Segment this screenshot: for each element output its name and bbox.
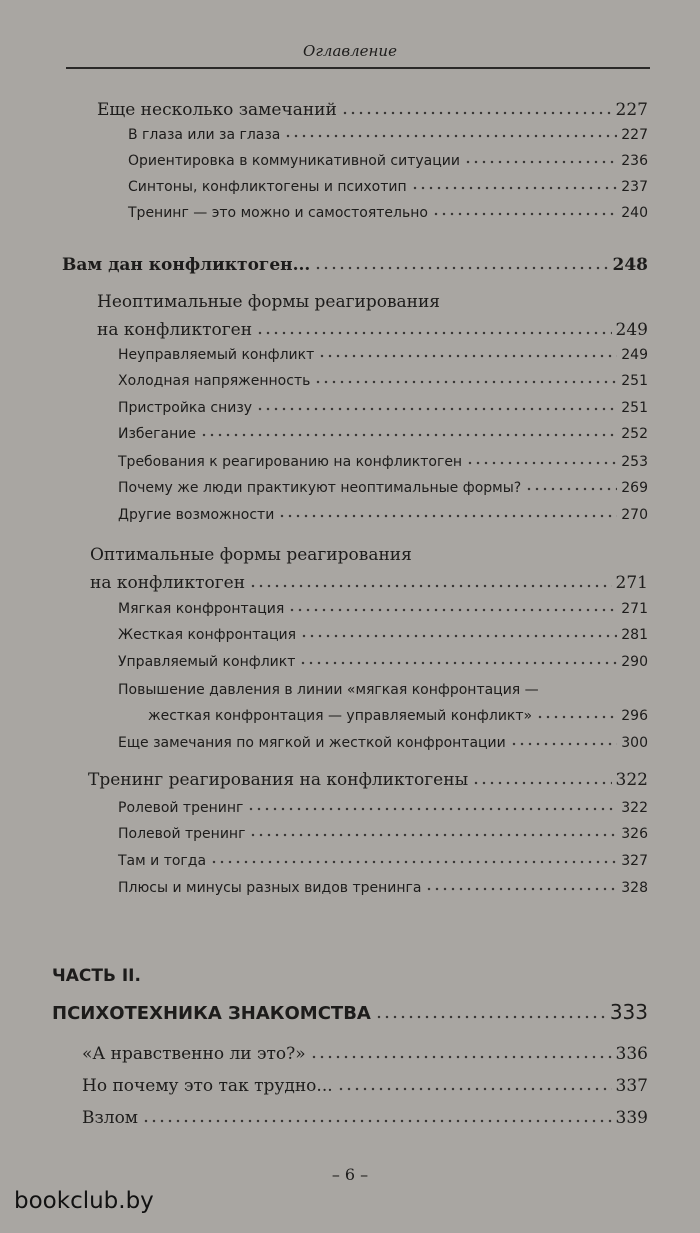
entry-page: 249 xyxy=(621,347,648,363)
entry-page: 281 xyxy=(621,627,648,643)
leader-dots xyxy=(525,487,617,491)
leader-dots xyxy=(310,1055,612,1059)
entry-title: Неуправляемый конфликт xyxy=(118,347,315,363)
entry-page: 336 xyxy=(615,1044,648,1064)
entry-page: 251 xyxy=(621,373,648,389)
entry-title: на конфликтоген xyxy=(90,573,246,593)
entry-title: Ориентировка в коммуникативной ситуации xyxy=(128,153,460,169)
toc-entry xyxy=(118,880,648,896)
leader-dots xyxy=(256,331,611,335)
entry-title: Плюсы и минусы разных видов тренинга xyxy=(118,880,422,896)
entry-title: Там и тогда xyxy=(118,853,207,869)
section-title-line1: Неоптимальные формы реагирования xyxy=(97,292,441,312)
entry-page: 327 xyxy=(621,853,648,869)
entry-title: Требования к реагированию на конфликтоген xyxy=(118,454,463,470)
entry-title: Мягкая конфронтация xyxy=(118,601,285,617)
entry-page: 328 xyxy=(621,880,648,896)
entry-page: 253 xyxy=(621,454,648,470)
leader-dots xyxy=(314,266,608,270)
entry-page: 269 xyxy=(621,480,648,496)
toc-entry xyxy=(118,826,648,842)
toc-entry xyxy=(118,454,648,470)
toc-entry xyxy=(118,627,648,643)
leader-dots xyxy=(536,715,617,719)
entry-title: В глаза или за глаза xyxy=(128,127,281,143)
leader-dots xyxy=(200,433,617,437)
entry-page: 227 xyxy=(615,100,648,120)
entry-title: Но почему это так трудно... xyxy=(82,1076,333,1096)
entry-page: 240 xyxy=(621,205,648,221)
entry-title: Жесткая конфронтация xyxy=(118,627,296,643)
toc-entry xyxy=(128,205,648,221)
entry-page: 248 xyxy=(612,255,648,275)
toc-entry xyxy=(118,400,648,416)
entry-title: Еще несколько замечаний xyxy=(97,100,337,120)
leader-dots xyxy=(510,742,618,746)
entry-page: 290 xyxy=(621,654,648,670)
leader-dots xyxy=(288,608,617,612)
entry-title: Полевой тренинг xyxy=(118,826,246,842)
entry-title: Управляемый конфликт xyxy=(118,654,296,670)
toc-entry xyxy=(128,127,648,143)
leader-dots xyxy=(411,186,618,190)
toc-entry-section xyxy=(82,1108,648,1128)
entry-title: ПСИХОТЕХНИКА ЗНАКОМСТВА xyxy=(52,1003,371,1024)
entry-page: 339 xyxy=(615,1108,648,1128)
toc-entry xyxy=(118,800,648,816)
leader-dots xyxy=(472,781,611,785)
entry-page: 251 xyxy=(621,400,648,416)
toc-entry-section xyxy=(88,770,648,790)
watermark-text: bookclub.by xyxy=(14,1188,154,1214)
leader-dots xyxy=(284,134,617,138)
toc-entry-section xyxy=(82,1044,648,1064)
entry-page: 270 xyxy=(621,507,648,523)
leader-dots xyxy=(278,514,617,518)
entry-title: «А нравственно ли это?» xyxy=(82,1044,306,1064)
entry-page: 249 xyxy=(615,320,648,340)
entry-page: 227 xyxy=(621,127,648,143)
toc-entry xyxy=(128,153,648,169)
leader-dots xyxy=(249,584,611,588)
entry-title: Еще замечания по мягкой и жесткой конфронтации xyxy=(118,735,506,751)
page-number: – 6 – xyxy=(331,1165,369,1184)
leader-dots xyxy=(318,354,617,358)
leader-dots xyxy=(337,1087,612,1091)
leader-dots xyxy=(300,634,617,638)
entry-title: на конфликтоген xyxy=(97,320,253,340)
entry-title: Избегание xyxy=(118,426,196,442)
entry-page: 300 xyxy=(621,735,648,751)
part-label: ЧАСТЬ II. xyxy=(52,966,141,986)
leader-dots xyxy=(247,807,617,811)
toc-entry xyxy=(118,426,648,442)
toc-entry-part xyxy=(52,1000,648,1024)
leader-dots xyxy=(464,160,617,164)
running-header: Оглавление xyxy=(303,42,397,60)
entry-title: Холодная напряженность xyxy=(118,373,311,389)
leader-dots xyxy=(299,661,617,665)
toc-entry xyxy=(128,179,648,195)
entry-title: Ролевой тренинг xyxy=(118,800,244,816)
entry-title: Синтоны, конфликтогены и психотип xyxy=(128,179,407,195)
toc-entry xyxy=(118,507,648,523)
toc-entry xyxy=(118,853,648,869)
toc-entry-section xyxy=(90,573,648,593)
toc-entry xyxy=(118,654,648,670)
toc-entry xyxy=(148,708,648,724)
leader-dots xyxy=(249,833,617,837)
toc-entry-chapter xyxy=(62,255,648,275)
entry-page: 337 xyxy=(615,1076,648,1096)
toc-entry-section xyxy=(97,100,648,120)
section-title-line1: Оптимальные формы реагирования xyxy=(90,545,412,565)
header-rule xyxy=(66,67,650,69)
entry-page: 296 xyxy=(621,708,648,724)
leader-dots xyxy=(375,1015,606,1019)
entry-page: 333 xyxy=(609,1000,648,1024)
leader-dots xyxy=(314,380,617,384)
entry-page: 252 xyxy=(621,426,648,442)
entry-title: Вам дан конфликтоген... xyxy=(62,255,311,275)
entry-title: Другие возможности xyxy=(118,507,275,523)
leader-dots xyxy=(341,111,612,115)
leader-dots xyxy=(466,461,617,465)
entry-page: 326 xyxy=(621,826,648,842)
toc-entry-section xyxy=(97,320,648,340)
toc-entry xyxy=(118,735,648,751)
entry-page: 237 xyxy=(621,179,648,195)
toc-entry xyxy=(118,373,648,389)
toc-entry-section xyxy=(82,1076,648,1096)
entry-title: Почему же люди практикуют неоптимальные формы? xyxy=(118,480,522,496)
entry-page: 322 xyxy=(621,800,648,816)
leader-dots xyxy=(432,212,617,216)
entry-page: 236 xyxy=(621,153,648,169)
leader-dots xyxy=(425,887,617,891)
entry-title: Тренинг реагирования на конфликтогены xyxy=(88,770,469,790)
leader-dots xyxy=(142,1119,612,1123)
entry-title: Взлом xyxy=(82,1108,139,1128)
entry-page: 271 xyxy=(615,573,648,593)
entry-title: жесткая конфронтация — управляемый конфликт» xyxy=(148,708,533,724)
entry-title: Тренинг — это можно и самостоятельно xyxy=(128,205,428,221)
toc-entry xyxy=(118,347,648,363)
entry-page: 271 xyxy=(621,601,648,617)
entry-title: Пристройка снизу xyxy=(118,400,253,416)
leader-dots xyxy=(256,407,617,411)
leader-dots xyxy=(210,860,617,864)
toc-entry xyxy=(118,601,648,617)
entry-page: 322 xyxy=(615,770,648,790)
toc-entry xyxy=(118,480,648,496)
entry-title-line1: Повышение давления в линии «мягкая конфронтация — xyxy=(118,682,539,698)
